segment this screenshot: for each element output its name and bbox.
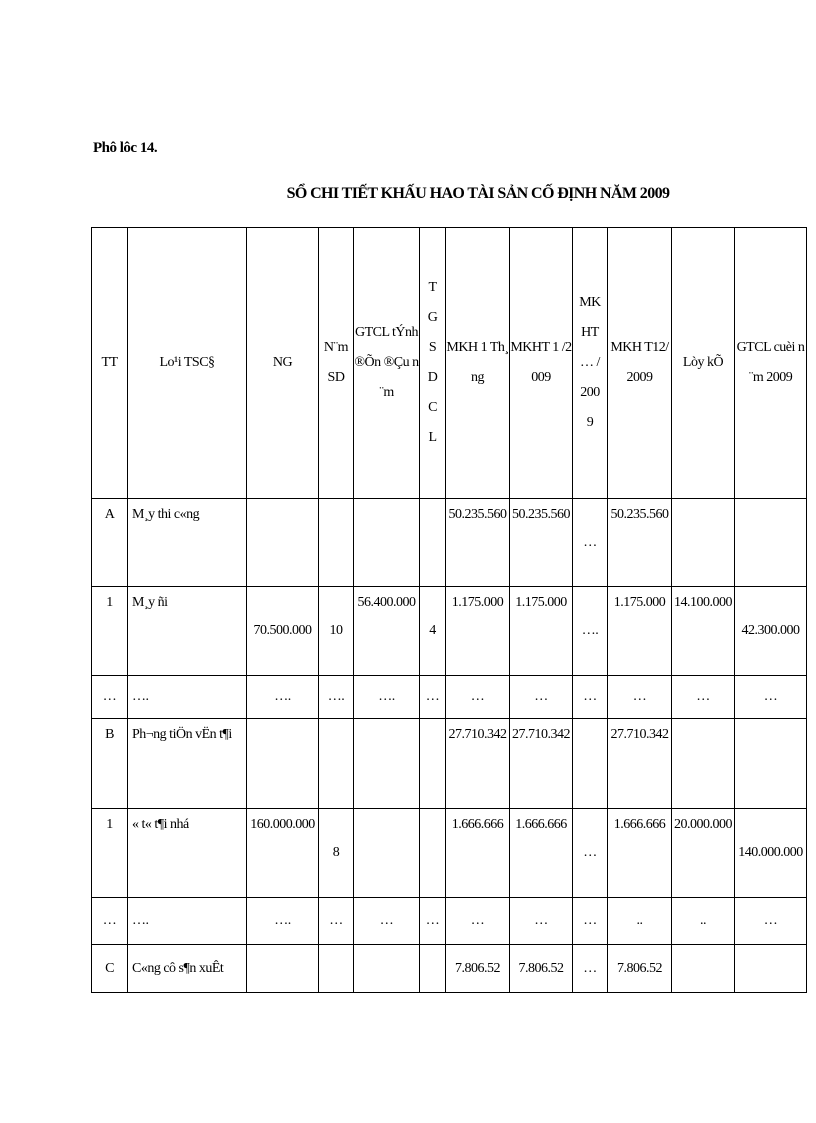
cell-mkht1: 1.666.666 xyxy=(510,809,573,898)
cell-loai: Ph¬ng tiÖn vËn t¶i xyxy=(128,719,247,809)
cell-loai: …. xyxy=(128,676,247,719)
header-gtcl-dau-nam: GTCL tÝnh ®Õn ®Çu n¨m xyxy=(354,228,420,499)
cell-gtcl-dau: … xyxy=(354,898,420,945)
cell-gtcl-cuoi: 42.300.000 xyxy=(735,587,807,676)
header-mkh-t12: MKH T12/2009 xyxy=(608,228,672,499)
cell-gtcl-dau xyxy=(354,945,420,993)
cell-mkh1: … xyxy=(446,676,510,719)
cell-mkh12: 1.175.000 xyxy=(608,587,672,676)
cell-mkh1: … xyxy=(446,898,510,945)
cell-luy-ke: 20.000.000 xyxy=(672,809,735,898)
table-row xyxy=(92,945,807,993)
table-row xyxy=(92,499,807,587)
cell-gtcl-dau xyxy=(354,809,420,898)
cell-ng xyxy=(247,719,319,809)
cell-tgsdcl xyxy=(420,809,446,898)
header-mkht-1: MKHT 1 /2009 xyxy=(510,228,573,499)
cell-mkh12: .. xyxy=(608,898,672,945)
cell-loai: M¸y thi c«ng xyxy=(128,499,247,587)
cell-mkht1: 7.806.52 xyxy=(510,945,573,993)
cell-mkh1: 50.235.560 xyxy=(446,499,510,587)
cell-loai: M¸y ñi xyxy=(128,587,247,676)
cell-mkh12: … xyxy=(608,676,672,719)
cell-mkh12: 7.806.52 xyxy=(608,945,672,993)
cell-mkh1: 7.806.52 xyxy=(446,945,510,993)
cell-mkht1: 50.235.560 xyxy=(510,499,573,587)
cell-loai: C«ng cô s¶n xuÊt xyxy=(128,945,247,993)
header-loai-tscd: Lo¹i TSC§ xyxy=(128,228,247,499)
cell-mkh1: 1.175.000 xyxy=(446,587,510,676)
cell-gtcl-dau xyxy=(354,499,420,587)
table-row xyxy=(92,676,807,719)
cell-tgsdcl xyxy=(420,719,446,809)
cell-tgsdcl: … xyxy=(420,676,446,719)
cell-luy-ke: 14.100.000 xyxy=(672,587,735,676)
cell-mkht-dots: … xyxy=(573,809,608,898)
table-row xyxy=(92,587,807,676)
cell-mkht-dots xyxy=(573,719,608,809)
header-tt: TT xyxy=(92,228,128,499)
cell-mkh1: 27.710.342 xyxy=(446,719,510,809)
table-row xyxy=(92,719,807,809)
cell-loai: …. xyxy=(128,898,247,945)
cell-luy-ke: … xyxy=(672,676,735,719)
cell-tt: … xyxy=(92,676,128,719)
cell-loai: « t« t¶i nhá xyxy=(128,809,247,898)
cell-ng xyxy=(247,499,319,587)
cell-mkht-dots: … xyxy=(573,676,608,719)
cell-tt: C xyxy=(92,945,128,993)
appendix-label: Phô lôc 14. xyxy=(93,140,158,156)
cell-nam-sd: …. xyxy=(319,676,354,719)
cell-tgsdcl: 4 xyxy=(420,587,446,676)
cell-mkht-dots: … xyxy=(573,499,608,587)
cell-mkh12: 50.235.560 xyxy=(608,499,672,587)
cell-tt: 1 xyxy=(92,809,128,898)
header-mkht-dots: MK HT … / 200 9 xyxy=(573,228,608,499)
cell-ng: …. xyxy=(247,898,319,945)
header-ng: NG xyxy=(247,228,319,499)
table-row xyxy=(92,898,807,945)
cell-mkht1: 1.175.000 xyxy=(510,587,573,676)
cell-nam-sd: 10 xyxy=(319,587,354,676)
header-mkh-1-thang: MKH 1 Th¸ng xyxy=(446,228,510,499)
header-tgsdcl: T G S D C L xyxy=(420,228,446,499)
cell-nam-sd xyxy=(319,719,354,809)
cell-ng: …. xyxy=(247,676,319,719)
cell-tgsdcl xyxy=(420,499,446,587)
cell-gtcl-cuoi xyxy=(735,945,807,993)
cell-luy-ke xyxy=(672,719,735,809)
cell-gtcl-cuoi: … xyxy=(735,898,807,945)
header-luy-ke: Lòy kÕ xyxy=(672,228,735,499)
cell-gtcl-dau: 56.400.000 xyxy=(354,587,420,676)
cell-nam-sd xyxy=(319,945,354,993)
cell-gtcl-dau: …. xyxy=(354,676,420,719)
cell-mkh12: 27.710.342 xyxy=(608,719,672,809)
cell-gtcl-cuoi: … xyxy=(735,676,807,719)
cell-ng: 160.000.000 xyxy=(247,809,319,898)
page-title: SỔ CHI TIẾT KHẤU HAO TÀI SẢN CỐ ĐỊNH NĂM 2009 xyxy=(286,185,670,202)
cell-luy-ke: .. xyxy=(672,898,735,945)
depreciation-table xyxy=(91,227,807,993)
cell-luy-ke xyxy=(672,499,735,587)
cell-gtcl-cuoi xyxy=(735,719,807,809)
cell-tgsdcl xyxy=(420,945,446,993)
table-row xyxy=(92,809,807,898)
cell-nam-sd xyxy=(319,499,354,587)
cell-gtcl-dau xyxy=(354,719,420,809)
cell-mkh1: 1.666.666 xyxy=(446,809,510,898)
cell-mkh12: 1.666.666 xyxy=(608,809,672,898)
cell-gtcl-cuoi xyxy=(735,499,807,587)
cell-nam-sd: … xyxy=(319,898,354,945)
cell-mkht1: 27.710.342 xyxy=(510,719,573,809)
cell-tgsdcl: … xyxy=(420,898,446,945)
cell-tt: 1 xyxy=(92,587,128,676)
cell-mkht-dots: … xyxy=(573,898,608,945)
table-header-row xyxy=(92,228,807,499)
cell-mkht1: … xyxy=(510,676,573,719)
cell-nam-sd: 8 xyxy=(319,809,354,898)
cell-tt: B xyxy=(92,719,128,809)
cell-tt: … xyxy=(92,898,128,945)
header-nam-sd: N¨m SD xyxy=(319,228,354,499)
cell-mkht-dots: … xyxy=(573,945,608,993)
cell-mkht1: … xyxy=(510,898,573,945)
header-gtcl-cuoi-nam: GTCL cuèi n¨m 2009 xyxy=(735,228,807,499)
cell-tt: A xyxy=(92,499,128,587)
cell-gtcl-cuoi: 140.000.000 xyxy=(735,809,807,898)
cell-luy-ke xyxy=(672,945,735,993)
cell-ng xyxy=(247,945,319,993)
cell-mkht-dots: …. xyxy=(573,587,608,676)
cell-ng: 70.500.000 xyxy=(247,587,319,676)
